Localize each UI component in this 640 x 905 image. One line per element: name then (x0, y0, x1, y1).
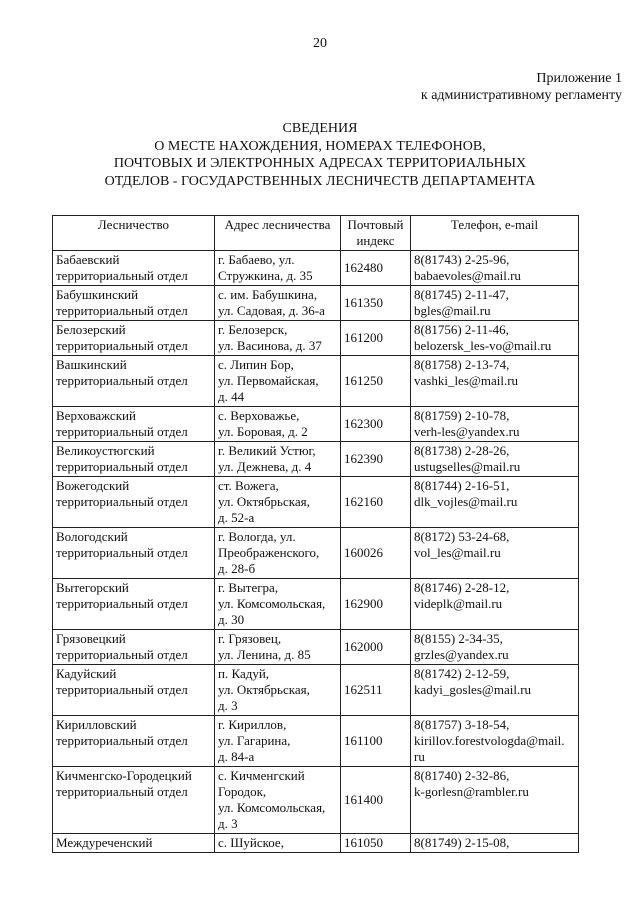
contact-cell: 8(81745) 2-11-47, bgles@mail.ru (411, 286, 579, 321)
forestry-table (52, 215, 579, 853)
postal-index-cell: 162160 (341, 477, 411, 528)
title-line-4: ОТДЕЛОВ - ГОСУДАРСТВЕННЫХ ЛЕСНИЧЕСТВ ДЕПАРТАМЕНТА (104, 173, 536, 189)
forestry-name-cell: Верховажский территориальный отдел (53, 407, 215, 442)
forestry-name-cell: Бабушкинский территориальный отдел (53, 286, 215, 321)
forestry-name-cell: Кадуйский территориальный отдел (53, 665, 215, 716)
header-postal-index: Почтовый индекс (341, 216, 411, 251)
forestry-name-cell: Вашкинский территориальный отдел (53, 356, 215, 407)
table-row (53, 528, 579, 579)
forestry-name-cell: Вологодский территориальный отдел (53, 528, 215, 579)
appendix-note (421, 70, 622, 104)
contact-cell: 8(81758) 2-13-74, vashki_les@mail.ru (411, 356, 579, 407)
contact-cell: 8(81744) 2-16-51, dlk_vojles@mail.ru (411, 477, 579, 528)
forestry-name-cell: Белозерский территориальный отдел (53, 321, 215, 356)
forestry-name-cell: Кирилловский территориальный отдел (53, 716, 215, 767)
contact-cell: 8(81743) 2-25-96, babaevoles@mail.ru (411, 251, 579, 286)
contact-cell: 8(8155) 2-34-35, grzles@yandex.ru (411, 630, 579, 665)
contact-cell: 8(81742) 2-12-59, kadyi_gosles@mail.ru (411, 665, 579, 716)
document-title (0, 120, 640, 190)
table-row (53, 356, 579, 407)
postal-index-cell: 162300 (341, 407, 411, 442)
table-row (53, 321, 579, 356)
address-cell: г. Кириллов, ул. Гагарина, д. 84-а (215, 716, 341, 767)
address-cell: г. Вологда, ул. Преображенского, д. 28-б (215, 528, 341, 579)
forestry-name-cell: Великоустюгский территориальный отдел (53, 442, 215, 477)
forestry-name-cell: Вожегодский территориальный отдел (53, 477, 215, 528)
table-row (53, 407, 579, 442)
table-row (53, 716, 579, 767)
contact-cell: 8(81740) 2-32-86, k-gorlesn@rambler.ru (411, 767, 579, 834)
contact-cell: 8(81757) 3-18-54, kirillov.forestvologda@mail. ru (411, 716, 579, 767)
table-row (53, 767, 579, 834)
contact-cell: 8(81738) 2-28-26, ustugselles@mail.ru (411, 442, 579, 477)
table-row (53, 442, 579, 477)
postal-index-cell: 162000 (341, 630, 411, 665)
address-cell: с. Липин Бор, ул. Первомайская, д. 44 (215, 356, 341, 407)
contact-cell: 8(81746) 2-28-12, videplk@mail.ru (411, 579, 579, 630)
forestry-name-cell: Кичменгско-Городецкий территориальный отдел (53, 767, 215, 834)
contact-cell: 8(81759) 2-10-78, verh-les@yandex.ru (411, 407, 579, 442)
table-row (53, 579, 579, 630)
postal-index-cell: 162390 (341, 442, 411, 477)
address-cell: г. Великий Устюг, ул. Дежнева, д. 4 (215, 442, 341, 477)
address-cell: г. Белозерск, ул. Васинова, д. 37 (215, 321, 341, 356)
title-line-3: ПОЧТОВЫХ И ЭЛЕКТРОННЫХ АДРЕСАХ ТЕРРИТОРИАЛЬНЫХ (113, 156, 527, 171)
address-cell: с. Шуйское, (215, 834, 341, 853)
postal-index-cell: 161350 (341, 286, 411, 321)
page-number: 20 (313, 36, 327, 51)
table-row (53, 286, 579, 321)
header-forestry: Лесничество (53, 216, 215, 251)
forestry-name-cell: Грязовецкий территориальный отдел (53, 630, 215, 665)
postal-index-cell: 161400 (341, 767, 411, 834)
table-row (53, 630, 579, 665)
table-row (53, 834, 579, 853)
postal-index-cell: 161250 (341, 356, 411, 407)
forestry-name-cell: Междуреченский (53, 834, 215, 853)
address-cell: с. Кичменгский Городок, ул. Комсомольская, д. 3 (215, 767, 341, 834)
table-row (53, 665, 579, 716)
table-body (53, 251, 579, 853)
address-cell: с. им. Бабушкина, ул. Садовая, д. 36-а (215, 286, 341, 321)
table-header-row (53, 216, 579, 251)
address-cell: с. Верховажье, ул. Боровая, д. 2 (215, 407, 341, 442)
address-cell: г. Грязовец, ул. Ленина, д. 85 (215, 630, 341, 665)
header-phone-email: Телефон, e-mail (411, 216, 579, 251)
postal-index-cell: 161200 (341, 321, 411, 356)
title-line-1: СВЕДЕНИЯ (282, 121, 358, 136)
address-cell: ст. Вожега, ул. Октябрьская, д. 52-а (215, 477, 341, 528)
postal-index-cell: 160026 (341, 528, 411, 579)
postal-index-cell: 162511 (341, 665, 411, 716)
forestry-table-container (52, 215, 579, 853)
address-cell: п. Кадуй, ул. Октябрьская, д. 3 (215, 665, 341, 716)
forestry-name-cell: Вытегорский территориальный отдел (53, 579, 215, 630)
address-cell: г. Вытегра, ул. Комсомольская, д. 30 (215, 579, 341, 630)
title-line-2: О МЕСТЕ НАХОЖДЕНИЯ, НОМЕРАХ ТЕЛЕФОНОВ, (154, 138, 486, 154)
table-row (53, 251, 579, 286)
forestry-name-cell: Бабаевский территориальный отдел (53, 251, 215, 286)
contact-cell: 8(8172) 53-24-68, vol_les@mail.ru (411, 528, 579, 579)
table-row (53, 477, 579, 528)
postal-index-cell: 162900 (341, 579, 411, 630)
contact-cell: 8(81756) 2-11-46, belozersk_les-vo@mail.ru (411, 321, 579, 356)
appendix-line-1: Приложение 1 (536, 71, 622, 86)
postal-index-cell: 161100 (341, 716, 411, 767)
header-address: Адрес лесничества (215, 216, 341, 251)
postal-index-cell: 162480 (341, 251, 411, 286)
address-cell: г. Бабаево, ул. Стружкина, д. 35 (215, 251, 341, 286)
appendix-line-2: к административному регламенту (420, 88, 622, 103)
postal-index-cell: 161050 (341, 834, 411, 853)
contact-cell: 8(81749) 2-15-08, (411, 834, 579, 853)
